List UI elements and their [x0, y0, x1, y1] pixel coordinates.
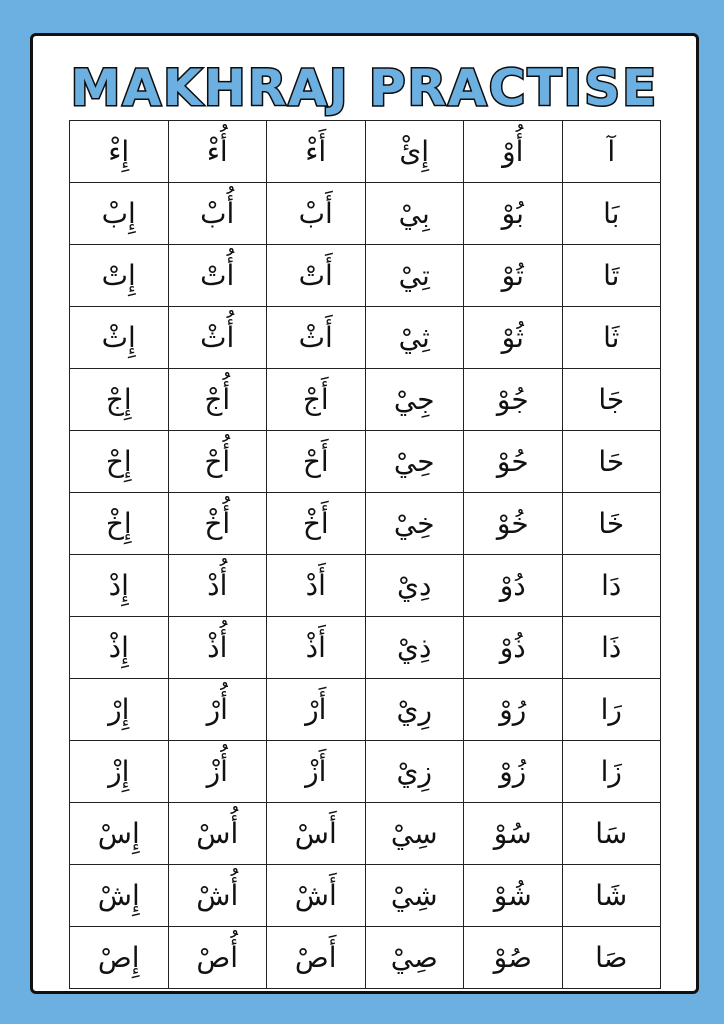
- syllable-cell: أُزْ: [168, 741, 267, 803]
- syllable-cell: خَا: [562, 493, 661, 555]
- syllable-cell: إِءْ: [70, 121, 169, 183]
- syllable-cell: زِيْ: [365, 741, 464, 803]
- syllable-cell: أَءْ: [267, 121, 366, 183]
- syllable-cell: زَا: [562, 741, 661, 803]
- syllable-cell: أَثْ: [267, 307, 366, 369]
- syllable-cell: دُوْ: [464, 555, 563, 617]
- syllable-cell: أُجْ: [168, 369, 267, 431]
- syllable-cell: ثُوْ: [464, 307, 563, 369]
- syllable-cell: أَحْ: [267, 431, 366, 493]
- syllable-cell: رَا: [562, 679, 661, 741]
- syllable-cell: أَخْ: [267, 493, 366, 555]
- syllable-cell: أَشْ: [267, 865, 366, 927]
- syllable-cell: أَزْ: [267, 741, 366, 803]
- syllable-cell: صِيْ: [365, 927, 464, 989]
- syllable-cell: رِيْ: [365, 679, 464, 741]
- syllable-cell: سُوْ: [464, 803, 563, 865]
- syllable-cell: أُبْ: [168, 183, 267, 245]
- syllable-cell: أَصْ: [267, 927, 366, 989]
- syllable-cell: إِدْ: [70, 555, 169, 617]
- syllable-cell: إِجْ: [70, 369, 169, 431]
- syllable-cell: جِيْ: [365, 369, 464, 431]
- syllable-cell: أُشْ: [168, 865, 267, 927]
- syllable-cell: إِبْ: [70, 183, 169, 245]
- table-row: [70, 927, 661, 989]
- syllable-cell: أَتْ: [267, 245, 366, 307]
- syllable-cell: ثَا: [562, 307, 661, 369]
- syllable-cell: أُحْ: [168, 431, 267, 493]
- syllable-cell: حَا: [562, 431, 661, 493]
- syllable-cell: شَا: [562, 865, 661, 927]
- syllable-cell: أُرْ: [168, 679, 267, 741]
- makhraj-table: [69, 120, 661, 989]
- table-row: [70, 245, 661, 307]
- syllable-cell: إِتْ: [70, 245, 169, 307]
- table-row: [70, 803, 661, 865]
- syllable-cell: جَا: [562, 369, 661, 431]
- syllable-cell: أَرْ: [267, 679, 366, 741]
- syllable-cell: إِرْ: [70, 679, 169, 741]
- syllable-cell: أُءْ: [168, 121, 267, 183]
- syllable-cell: تَا: [562, 245, 661, 307]
- syllable-cell: أَسْ: [267, 803, 366, 865]
- syllable-cell: بِيْ: [365, 183, 464, 245]
- syllable-cell: جُوْ: [464, 369, 563, 431]
- page-title: MAKHRAJ PRACTISE: [70, 59, 659, 117]
- table-row: [70, 741, 661, 803]
- table-row: [70, 493, 661, 555]
- syllable-cell: صُوْ: [464, 927, 563, 989]
- syllable-cell: حُوْ: [464, 431, 563, 493]
- syllable-cell: إِحْ: [70, 431, 169, 493]
- syllable-cell: دِيْ: [365, 555, 464, 617]
- syllable-cell: ذَا: [562, 617, 661, 679]
- syllable-cell: إِخْ: [70, 493, 169, 555]
- table-row: [70, 865, 661, 927]
- syllable-cell: أَذْ: [267, 617, 366, 679]
- syllable-cell: خِيْ: [365, 493, 464, 555]
- table-row: [70, 555, 661, 617]
- syllable-cell: ذُوْ: [464, 617, 563, 679]
- syllable-cell: بُوْ: [464, 183, 563, 245]
- syllable-cell: أَجْ: [267, 369, 366, 431]
- syllable-cell: أُوْ: [464, 121, 563, 183]
- syllable-cell: أَبْ: [267, 183, 366, 245]
- syllable-cell: إِثْ: [70, 307, 169, 369]
- syllable-cell: ثِيْ: [365, 307, 464, 369]
- table-row: [70, 121, 661, 183]
- syllable-cell: أُذْ: [168, 617, 267, 679]
- syllable-cell: أُسْ: [168, 803, 267, 865]
- syllable-cell: آ: [562, 121, 661, 183]
- syllable-cell: أُثْ: [168, 307, 267, 369]
- syllable-cell: أَدْ: [267, 555, 366, 617]
- syllable-cell: سَا: [562, 803, 661, 865]
- syllable-cell: إِصْ: [70, 927, 169, 989]
- syllable-cell: أُصْ: [168, 927, 267, 989]
- worksheet-card: [30, 33, 699, 994]
- syllable-cell: إِشْ: [70, 865, 169, 927]
- syllable-cell: إِسْ: [70, 803, 169, 865]
- syllable-cell: ذِيْ: [365, 617, 464, 679]
- syllable-cell: تُوْ: [464, 245, 563, 307]
- table-row: [70, 183, 661, 245]
- syllable-cell: زُوْ: [464, 741, 563, 803]
- syllable-cell: أُخْ: [168, 493, 267, 555]
- table-row: [70, 431, 661, 493]
- table-row: [70, 307, 661, 369]
- syllable-cell: تِيْ: [365, 245, 464, 307]
- table-row: [70, 369, 661, 431]
- syllable-cell: خُوْ: [464, 493, 563, 555]
- syllable-cell: رُوْ: [464, 679, 563, 741]
- syllable-cell: إِذْ: [70, 617, 169, 679]
- syllable-cell: دَا: [562, 555, 661, 617]
- syllable-cell: إِئْ: [365, 121, 464, 183]
- syllable-cell: أُدْ: [168, 555, 267, 617]
- syllable-cell: شُوْ: [464, 865, 563, 927]
- syllable-cell: شِيْ: [365, 865, 464, 927]
- table-row: [70, 679, 661, 741]
- table-row: [70, 617, 661, 679]
- syllable-cell: صَا: [562, 927, 661, 989]
- syllable-cell: أُتْ: [168, 245, 267, 307]
- syllable-cell: بَا: [562, 183, 661, 245]
- makhraj-table-body: [70, 121, 661, 989]
- syllable-cell: إِزْ: [70, 741, 169, 803]
- syllable-cell: سِيْ: [365, 803, 464, 865]
- syllable-cell: حِيْ: [365, 431, 464, 493]
